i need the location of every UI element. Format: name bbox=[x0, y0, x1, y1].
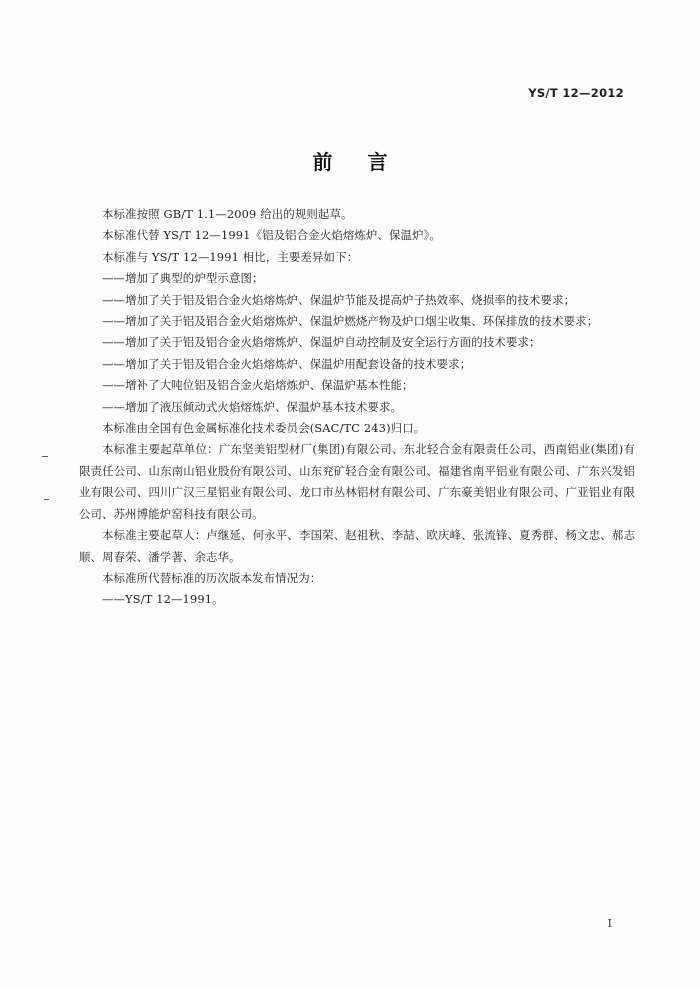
difference-item: ——增加了关于铝及铝合金火焰熔炼炉、保温炉自动控制及安全运行方面的技术要求； bbox=[102, 335, 541, 350]
paragraph-drafting-rules: 本标准按照 GB/T 1.1—2009 给出的规则起草。 bbox=[102, 207, 353, 221]
paragraph-replaces: 本标准代替 YS/T 12—1991《铝及铝合金火焰熔炼炉、保温炉》。 bbox=[102, 228, 442, 243]
page-title: 前 言 bbox=[312, 150, 402, 174]
page-number: I bbox=[607, 917, 612, 930]
history-item: ——YS/T 12—1991。 bbox=[102, 592, 224, 607]
difference-item: ——增加了关于铝及铝合金火焰熔炼炉、保温炉用配套设备的技术要求； bbox=[102, 356, 472, 371]
difference-item: ——增加了关于铝及铝合金火焰熔炼炉、保温炉节能及提高炉子热效率、烧损率的技术要求； bbox=[102, 292, 576, 307]
foreword-body bbox=[79, 204, 635, 611]
paragraph-committee: 本标准由全国有色金属标准化技术委员会(SAC/TC 243)归口。 bbox=[102, 421, 426, 436]
paragraph-differences-intro: 本标准与 YS/T 12—1991 相比，主要差异如下： bbox=[102, 249, 359, 264]
difference-item: ——增加了关于铝及铝合金火焰熔炼炉、保温炉燃烧产物及炉口烟尘收集、环保排放的技术要求； bbox=[102, 314, 599, 329]
paragraph-history-intro: 本标准所代替标准的历次版本发布情况为： bbox=[102, 570, 322, 585]
difference-item: ——增补了大吨位铝及铝合金火焰熔炼炉、保温炉基本性能； bbox=[102, 378, 414, 393]
scan-mark bbox=[42, 456, 48, 457]
paragraph-drafters: 本标准主要起草人：卢继延、何永平、李国荣、赵祖秋、李喆、欧庆峰、张流锋、夏秀群、杨文忠、郝志顺、周春荣、潘学著、余志华。 bbox=[79, 528, 635, 564]
standard-code: YS/T 12—2012 bbox=[528, 86, 624, 100]
difference-item: ——增加了典型的炉型示意图； bbox=[102, 271, 264, 286]
difference-item: ——增加了液压倾动式火焰熔炼炉、保温炉基本技术要求。 bbox=[102, 399, 403, 414]
scan-mark bbox=[44, 499, 49, 500]
paragraph-drafting-units: 本标准主要起草单位：广东坚美铝型材厂(集团)有限公司、东北轻合金有限责任公司、西南铝业(集团)有限责任公司、山东南山铝业股份有限公司、山东兖矿轻合金有限公司、福建省南平铝业有限公司、广东兴发铝业有限公司、四川广汉三星铝业有限公司、龙口市丛林铝材有限公司、广东豪美铝业有限公司、广亚铝业有限公司、苏州博能炉窑科技有限公司。 bbox=[79, 442, 635, 521]
